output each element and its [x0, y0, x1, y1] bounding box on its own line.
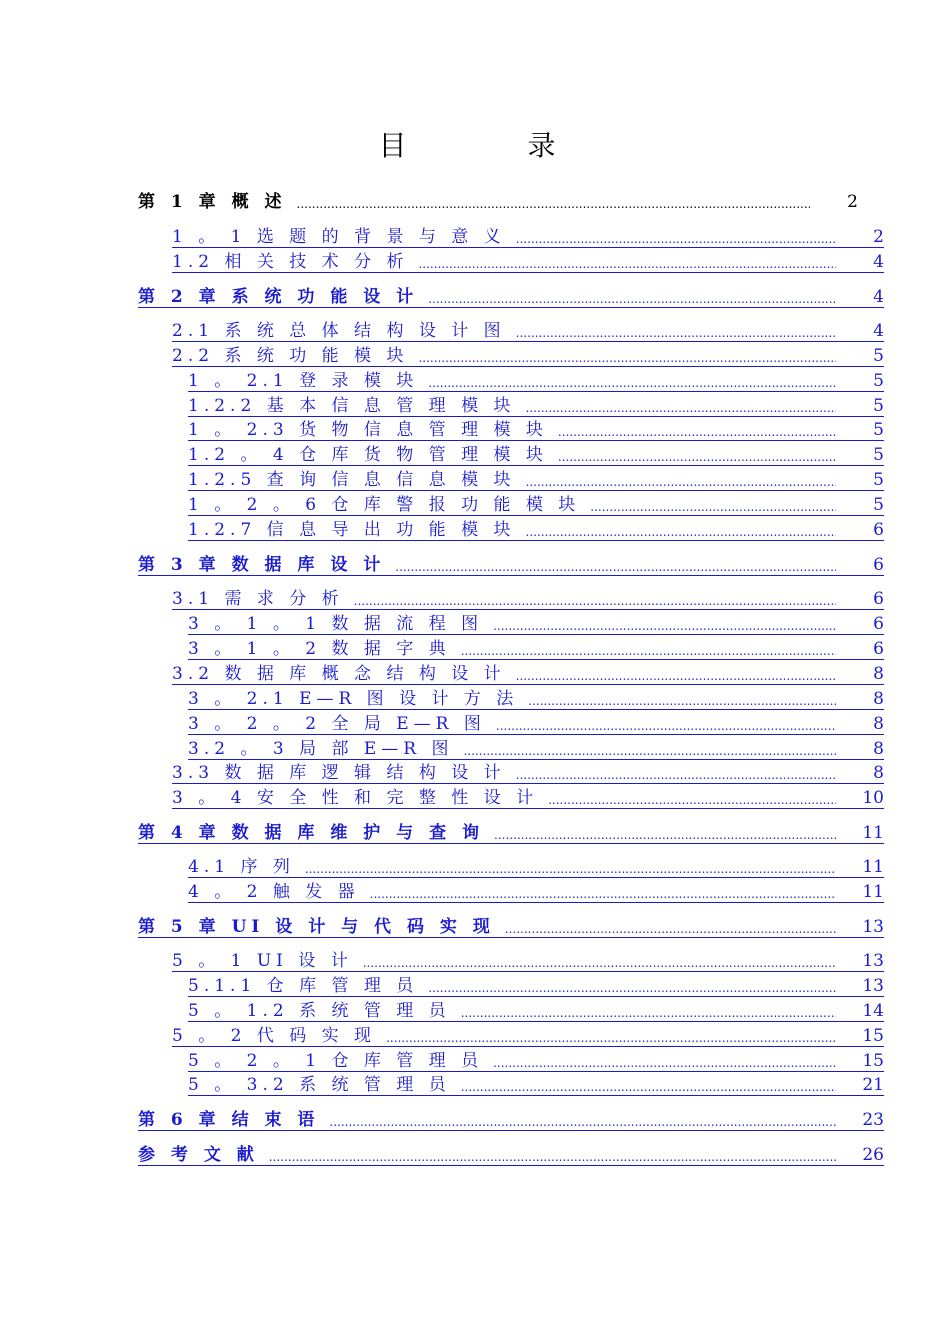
toc-entry[interactable] — [172, 949, 884, 972]
toc-entry-label: 5 。 3.2 系 统 管 理 员 — [188, 1075, 451, 1095]
toc-entry[interactable] — [188, 468, 884, 491]
toc-entry[interactable] — [188, 418, 884, 441]
toc-leader-dots — [463, 743, 836, 759]
toc-entry[interactable] — [188, 712, 884, 735]
toc-entry[interactable] — [172, 319, 884, 342]
toc-leader-dots — [461, 1005, 836, 1021]
toc-entry-page: 5 — [873, 470, 884, 490]
toc-entry[interactable] — [138, 915, 884, 938]
toc-entry-label: 第 1 章 概 述 — [138, 192, 287, 212]
toc-entry[interactable] — [188, 443, 884, 466]
toc-leader-dots — [526, 474, 837, 490]
toc-leader-dots — [528, 693, 836, 709]
toc-entry[interactable] — [188, 518, 884, 541]
toc-entry-page: 6 — [873, 614, 884, 634]
toc-entry[interactable] — [188, 369, 884, 392]
toc-entry-label: 1 。 2.1 登 录 模 块 — [188, 371, 419, 391]
toc-entry[interactable] — [172, 225, 884, 248]
toc-leader-dots — [418, 256, 836, 272]
toc-entry-label: 参 考 文 献 — [138, 1145, 259, 1165]
toc-entry-page: 4 — [873, 321, 884, 341]
toc-leader-dots — [461, 643, 836, 659]
toc-entry-label: 4.1 序 列 — [188, 857, 295, 877]
toc-entry — [138, 190, 858, 212]
toc-entry[interactable] — [172, 344, 884, 367]
toc-entry-label: 5 。 1 UI 设 计 — [172, 951, 353, 971]
toc-entry-page: 14 — [862, 1001, 884, 1021]
toc-entry-page: 8 — [873, 763, 884, 783]
toc-entry-label: 3.1 需 求 分 析 — [172, 589, 344, 609]
toc-entry-label: 3 。 4 安 全 性 和 完 整 性 设 计 — [172, 788, 539, 808]
toc-entry[interactable] — [172, 587, 884, 610]
toc-entry[interactable] — [138, 821, 884, 844]
toc-leader-dots — [558, 449, 836, 465]
toc-entry-label: 第 2 章 系 统 功 能 设 计 — [138, 287, 419, 307]
toc-leader-dots — [418, 350, 836, 366]
toc-entry-page: 2 — [873, 227, 884, 247]
toc-entry[interactable] — [188, 855, 884, 878]
toc-entry-page: 5 — [873, 396, 884, 416]
toc-entry-page: 8 — [873, 739, 884, 759]
toc-entry-label: 第 6 章 结 束 语 — [138, 1110, 320, 1130]
toc-entry-label: 2.1 系 统 总 体 结 构 设 计 图 — [172, 321, 506, 341]
toc-entry[interactable] — [172, 250, 884, 273]
toc-entry-label: 第 5 章 UI 设 计 与 代 码 实 现 — [138, 917, 495, 937]
toc-entry-page: 8 — [873, 714, 884, 734]
toc-entry-page: 2 — [847, 192, 858, 212]
toc-entry-label: 1.2.2 基 本 信 息 管 理 模 块 — [188, 396, 516, 416]
toc-leader-dots — [395, 559, 836, 575]
toc-leader-dots — [386, 1030, 836, 1046]
toc-entry-label: 3 。 1 。 2 数 据 字 典 — [188, 639, 451, 659]
toc-entry[interactable] — [188, 637, 884, 660]
toc-entry-page: 13 — [862, 951, 884, 971]
toc-entry[interactable] — [188, 687, 884, 710]
toc-leader-dots — [590, 499, 836, 515]
toc-entry-label: 第 3 章 数 据 库 设 计 — [138, 555, 386, 575]
toc-entry-label: 5 。 1.2 系 统 管 理 员 — [188, 1001, 451, 1021]
toc-entry[interactable] — [188, 737, 884, 760]
toc-entry-page: 4 — [873, 287, 884, 307]
toc-leader-dots — [516, 767, 836, 783]
toc-entry-label: 3 。 2.1 E—R 图 设 计 方 法 — [188, 689, 519, 709]
toc-entry-label: 2.2 系 统 功 能 模 块 — [172, 346, 409, 366]
toc-entry-page: 21 — [862, 1075, 884, 1095]
toc-entry-page: 11 — [862, 857, 884, 877]
toc-entry[interactable] — [188, 1073, 884, 1096]
toc-entry-page: 13 — [862, 976, 884, 996]
toc-entry[interactable] — [172, 786, 884, 809]
toc-leader-dots — [461, 1079, 836, 1095]
toc-entry[interactable] — [188, 974, 884, 997]
toc-leader-dots — [494, 827, 836, 843]
toc-leader-dots — [428, 375, 836, 391]
toc-entry-page: 4 — [873, 252, 884, 272]
toc-entry-label: 1 。 2 。 6 仓 库 警 报 功 能 模 块 — [188, 495, 581, 515]
toc-entry-page: 5 — [873, 445, 884, 465]
toc-leader-dots — [370, 886, 836, 902]
toc-entry-page: 8 — [873, 664, 884, 684]
toc-entry[interactable] — [138, 553, 884, 576]
toc-entry-page: 8 — [873, 689, 884, 709]
toc-entry-label: 1 。 1 选 题 的 背 景 与 意 义 — [172, 227, 506, 247]
toc-entry[interactable] — [138, 1108, 884, 1131]
toc-title: 目 录 — [378, 129, 612, 162]
toc-entry-page: 26 — [862, 1145, 884, 1165]
toc-entry-page: 13 — [862, 917, 884, 937]
toc-leader-dots — [516, 325, 836, 341]
toc-leader-dots — [496, 718, 836, 734]
toc-entry-page: 5 — [873, 495, 884, 515]
toc-leader-dots — [329, 1114, 836, 1130]
toc-entry-label: 5 。 2 代 码 实 现 — [172, 1026, 377, 1046]
toc-entry-page: 15 — [862, 1026, 884, 1046]
toc-entry-label: 1.2.7 信 息 导 出 功 能 模 块 — [188, 520, 516, 540]
toc-leader-dots — [493, 618, 836, 634]
toc-entry-label: 第 4 章 数 据 库 维 护 与 查 询 — [138, 823, 485, 843]
toc-entry-page: 6 — [873, 555, 884, 575]
toc-entry-page: 6 — [873, 639, 884, 659]
toc-entry[interactable] — [172, 1024, 884, 1047]
toc-leader-dots — [493, 1055, 836, 1071]
toc-entry-page: 11 — [862, 882, 884, 902]
toc-entry[interactable] — [188, 999, 884, 1022]
toc-entry-label: 3.2 数 据 库 概 念 结 构 设 计 — [172, 664, 506, 684]
toc-entry[interactable] — [188, 1049, 884, 1072]
toc-leader-dots — [428, 980, 836, 996]
toc-entry-label: 1.2 。 4 仓 库 货 物 管 理 模 块 — [188, 445, 548, 465]
toc-entry[interactable] — [188, 493, 884, 516]
toc-entry-label: 1.2.5 查 询 信 息 信 息 模 块 — [188, 470, 516, 490]
toc-entry[interactable] — [188, 612, 884, 635]
toc-entry-label: 3.2 。 3 局 部 E—R 图 — [188, 739, 454, 759]
toc-leader-dots — [548, 792, 836, 808]
toc-entry-label: 4 。 2 触 发 器 — [188, 882, 360, 902]
toc-entry-label: 5 。 2 。 1 仓 库 管 理 员 — [188, 1051, 484, 1071]
toc-entry-label: 1.2 相 关 技 术 分 析 — [172, 252, 409, 272]
toc-leader-dots — [363, 955, 836, 971]
toc-entry[interactable] — [172, 662, 884, 685]
toc-entry-page: 6 — [873, 589, 884, 609]
toc-entry-label: 5.1.1 仓 库 管 理 员 — [188, 976, 419, 996]
toc-entry-page: 10 — [862, 788, 884, 808]
toc-leader-dots — [305, 861, 836, 877]
toc-entry-page: 5 — [873, 420, 884, 440]
toc-entry-label: 3 。 2 。 2 全 局 E—R 图 — [188, 714, 486, 734]
toc-entry[interactable] — [172, 761, 884, 784]
toc-entry[interactable] — [188, 880, 884, 903]
toc-entry-label: 3.3 数 据 库 逻 辑 结 构 设 计 — [172, 763, 506, 783]
toc-leader-dots — [428, 291, 836, 307]
toc-entry-page: 5 — [873, 346, 884, 366]
toc-leader-dots — [526, 400, 837, 416]
toc-leader-dots — [269, 1149, 836, 1165]
toc-leader-dots — [505, 921, 836, 937]
toc-entry[interactable] — [138, 285, 884, 308]
toc-entry-page: 23 — [862, 1110, 884, 1130]
toc-entry-label: 3 。 1 。 1 数 据 流 程 图 — [188, 614, 484, 634]
toc-leader-dots — [354, 593, 836, 609]
toc-entry-page: 6 — [873, 520, 884, 540]
toc-leader-dots — [297, 196, 810, 212]
toc-entry-label: 1 。 2.3 货 物 信 息 管 理 模 块 — [188, 420, 548, 440]
toc-entry-page: 15 — [862, 1051, 884, 1071]
toc-leader-dots — [526, 524, 837, 540]
toc-leader-dots — [558, 424, 836, 440]
toc-leader-dots — [516, 231, 836, 247]
toc-entry[interactable] — [188, 394, 884, 417]
toc-entry[interactable] — [138, 1143, 884, 1166]
toc-leader-dots — [516, 668, 836, 684]
toc-entry-page: 11 — [862, 823, 884, 843]
toc-entry-page: 5 — [873, 371, 884, 391]
